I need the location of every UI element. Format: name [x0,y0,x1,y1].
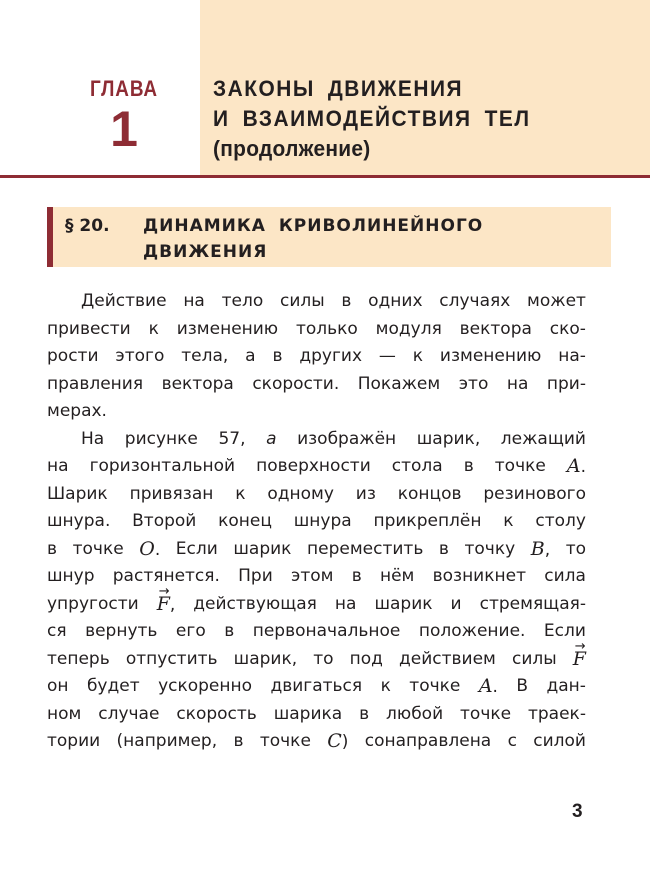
word: привязан [129,483,214,504]
word: изменению [439,346,542,366]
word: к [412,346,424,366]
word: шарик, [416,428,481,449]
word: шнур [47,566,95,586]
word: Шарик [47,483,108,504]
paragraph [47,426,586,756]
word: рости [47,346,99,366]
word: случае [98,703,160,724]
word: переместить [307,538,424,559]
section-accent-bar [47,207,53,267]
word: шнура [293,511,352,531]
point-label: O [139,537,155,560]
word: к [503,511,514,531]
word: точке [460,703,512,724]
word: В [516,676,529,696]
point-label: A [566,455,581,477]
point-label: A [478,675,493,697]
word: A. [566,455,586,477]
header-divider [0,175,650,178]
word: ном [47,703,82,724]
word: модуля [375,318,442,339]
body-text [47,288,586,756]
word: к [235,483,246,504]
point-label: B [530,537,545,560]
word: под [349,648,383,669]
word: поверхности [256,456,371,476]
word: в [224,621,235,641]
word: ускоренно [158,676,253,696]
word: это [458,373,489,394]
word: O. [139,537,161,560]
word: а [266,428,277,449]
word: нём [379,566,415,586]
word: Если [543,621,586,641]
text-line [47,316,586,344]
word: На [81,428,105,449]
word: (например, [116,731,218,751]
chapter-title-subtitle: (продолжение) [213,136,371,161]
word: с [507,731,517,751]
word: При [238,566,273,586]
word: других [299,346,363,366]
word: одному [267,483,334,504]
word: стремящая- [479,593,586,614]
chapter-number: 1 [110,101,138,157]
word: в [47,538,58,559]
word: на [183,291,205,311]
text-line [47,728,586,756]
word: мерах. [47,401,107,421]
word: рисунке [124,428,198,449]
word: силы [511,648,557,669]
word: шарик [374,593,433,614]
word: этого [115,346,165,366]
word: резинового [483,483,586,504]
word: в [272,346,283,366]
word: точке [259,731,311,751]
word: скорости. [252,373,340,394]
text-line [47,453,586,481]
word: ско- [549,318,586,339]
word: первоначальное [252,621,401,641]
word: то [565,538,586,559]
chapter-title-line-2: И ВЗАИМОДЕЙСТВИЯ ТЕЛ [213,106,531,131]
chapter-label: ГЛАВА [90,76,158,101]
word: в [341,291,352,311]
word: скорость [176,703,257,724]
word: действующая [193,593,317,614]
text-line [47,481,586,509]
text-line [47,701,586,729]
text-line [47,618,586,646]
section-number: § 20. [65,216,110,236]
word: дан- [546,676,586,696]
word: точку [464,538,516,559]
word: → F, [157,591,176,620]
section-title [143,213,483,265]
section-title-line-1: ДИНАМИКА КРИВОЛИНЕЙНОГО [143,216,484,236]
word: B, [530,537,551,560]
word: изображён [297,428,397,449]
word: теперь [47,648,110,669]
word: вернуть [85,621,158,641]
word: точке [72,538,124,559]
text-line [47,536,586,564]
chapter-title [213,74,531,164]
word: только [295,318,358,339]
word: привести [47,318,131,339]
word: при- [546,373,586,394]
section-title-line-2: ДВИЖЕНИЯ [143,242,268,262]
word: в [359,703,370,724]
word: к [148,318,159,339]
word: ся [47,621,67,641]
word: силы [279,291,325,311]
word: вектора [161,373,234,394]
text-line [47,673,586,701]
word: действием [399,648,496,669]
word: на [506,373,529,394]
word: шарик [233,538,292,559]
word [573,646,586,675]
word: столу [535,511,586,531]
text-line [47,426,586,454]
word: двигаться [270,676,363,696]
word: траек- [527,703,586,724]
text-line [47,591,586,619]
word: горизонтальной [89,456,236,476]
word: положение. [418,621,526,641]
word: — [378,346,396,366]
text-line [47,398,586,426]
word: шнура. [47,511,111,531]
word: сила [544,566,586,586]
word: лежащий [500,428,586,449]
text-line [47,343,586,371]
word: конец [218,511,272,531]
word: случаях [439,291,511,311]
word: прикреплён [373,511,482,531]
word: из [355,483,376,504]
text-line [47,508,586,536]
word: возникнет [432,566,526,586]
text-line [47,646,586,674]
word: Действие [81,291,167,311]
word: и [450,593,462,614]
word: он [47,676,69,696]
word: на [47,456,69,476]
word: шарик, [233,648,298,669]
word: тории [47,731,101,751]
force-vector: → F [157,591,170,619]
word: вектора [459,318,532,339]
word: точке [409,676,461,696]
word: шарика [273,703,343,724]
word: любой [386,703,444,724]
paragraph [47,288,586,426]
word: одних [368,291,423,311]
word: его [175,621,206,641]
word: на- [558,346,586,366]
force-vector: → F [573,646,586,674]
word: Если [175,538,218,559]
chapter-header [0,0,650,176]
word: A. [478,675,498,697]
section-heading [47,207,611,267]
word: будет [86,676,140,696]
word: в [351,566,362,586]
word: тела, [181,346,229,366]
point-label: C [327,730,342,752]
word: Второй [132,511,197,531]
word: Покажем [357,373,441,394]
word: растянется. [112,566,220,586]
text-line [47,563,586,591]
word: сонаправлена [364,731,492,751]
word: силой [533,731,586,751]
word: упругости [47,593,139,614]
word: то [313,648,334,669]
word: правления [47,373,144,394]
page-number: 3 [572,801,583,822]
word: 57, [218,428,246,449]
text-line [47,288,586,316]
word: изменению [176,318,279,339]
word: в [233,731,244,751]
word: в [463,456,474,476]
word: точке [494,456,546,476]
word: на [334,593,357,614]
word: к [380,676,391,696]
word: а [245,346,256,366]
word: C) [327,730,349,752]
word: в [438,538,449,559]
word: концов [397,483,462,504]
word: отпустить [125,648,218,669]
word: этом [291,566,334,586]
chapter-title-line-1: ЗАКОНЫ ДВИЖЕНИЯ [213,76,464,101]
text-line [47,371,586,399]
word: может [527,291,586,311]
word: стола [391,456,443,476]
word: тело [221,291,264,311]
